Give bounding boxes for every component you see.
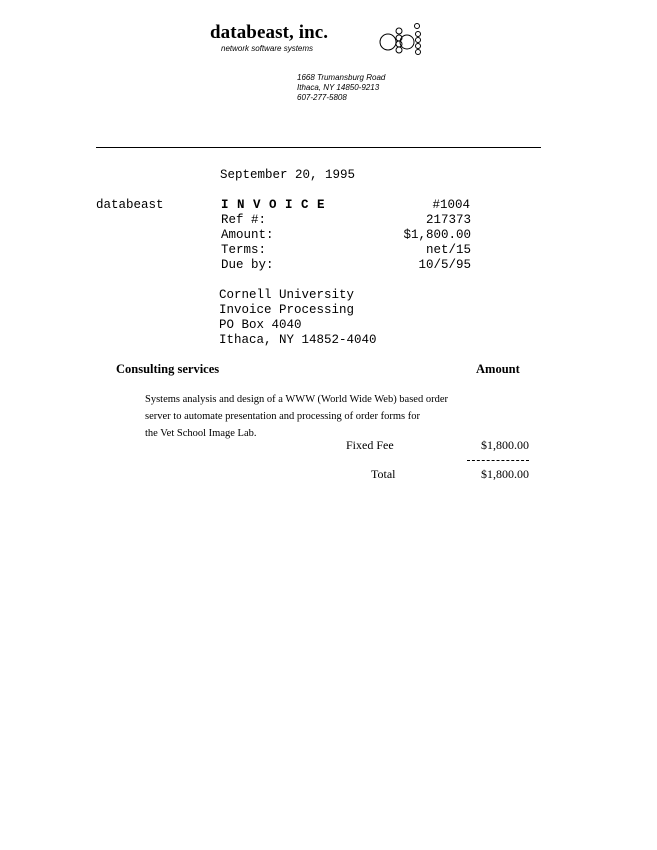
amount-label: Amount: (221, 228, 274, 242)
billto-line: Cornell University (219, 288, 355, 302)
fixed-fee-label: Fixed Fee (346, 438, 394, 452)
billto-line: Invoice Processing (219, 303, 355, 317)
address-line: 1668 Trumansburg Road (297, 73, 386, 82)
company-address (297, 73, 385, 103)
invoice-title: I N V O I C E (221, 198, 326, 212)
terms-value: net/15 (425, 243, 471, 257)
phone-line: 607-277-5808 (297, 93, 347, 102)
total-label: Total (371, 467, 396, 481)
company-logo-icon (376, 22, 424, 56)
sender-name: databeast (96, 198, 164, 212)
billto-line: Ithaca, NY 14852-4040 (219, 333, 377, 347)
header-divider (96, 147, 541, 148)
description-line: server to automate presentation and processing of order forms for (145, 411, 420, 422)
ref-label: Ref #: (221, 213, 267, 227)
services-heading: Consulting services (116, 362, 220, 376)
due-value: 10/5/95 (418, 258, 471, 272)
description-line: Systems analysis and design of a WWW (World Wide Web) based order (145, 394, 448, 405)
terms-label: Terms: (221, 243, 267, 257)
invoice-number: #1004 (432, 198, 470, 212)
amount-value: $1,800.00 (403, 228, 471, 242)
billto-line: PO Box 4040 (219, 318, 302, 332)
due-label: Due by: (221, 258, 274, 272)
address-line: Ithaca, NY 14850-9213 (297, 83, 380, 92)
amount-column-heading: Amount (476, 362, 520, 376)
description-line: the Vet School Image Lab. (145, 428, 257, 439)
subtotal-divider (467, 460, 529, 461)
total-value: $1,800.00 (481, 467, 529, 481)
fixed-fee-value: $1,800.00 (481, 438, 529, 452)
invoice-date: September 20, 1995 (220, 168, 356, 182)
ref-value: 217373 (425, 213, 471, 227)
company-name: databeast, inc. (210, 22, 329, 43)
company-tagline: network software systems (221, 44, 314, 53)
service-description (145, 391, 475, 442)
